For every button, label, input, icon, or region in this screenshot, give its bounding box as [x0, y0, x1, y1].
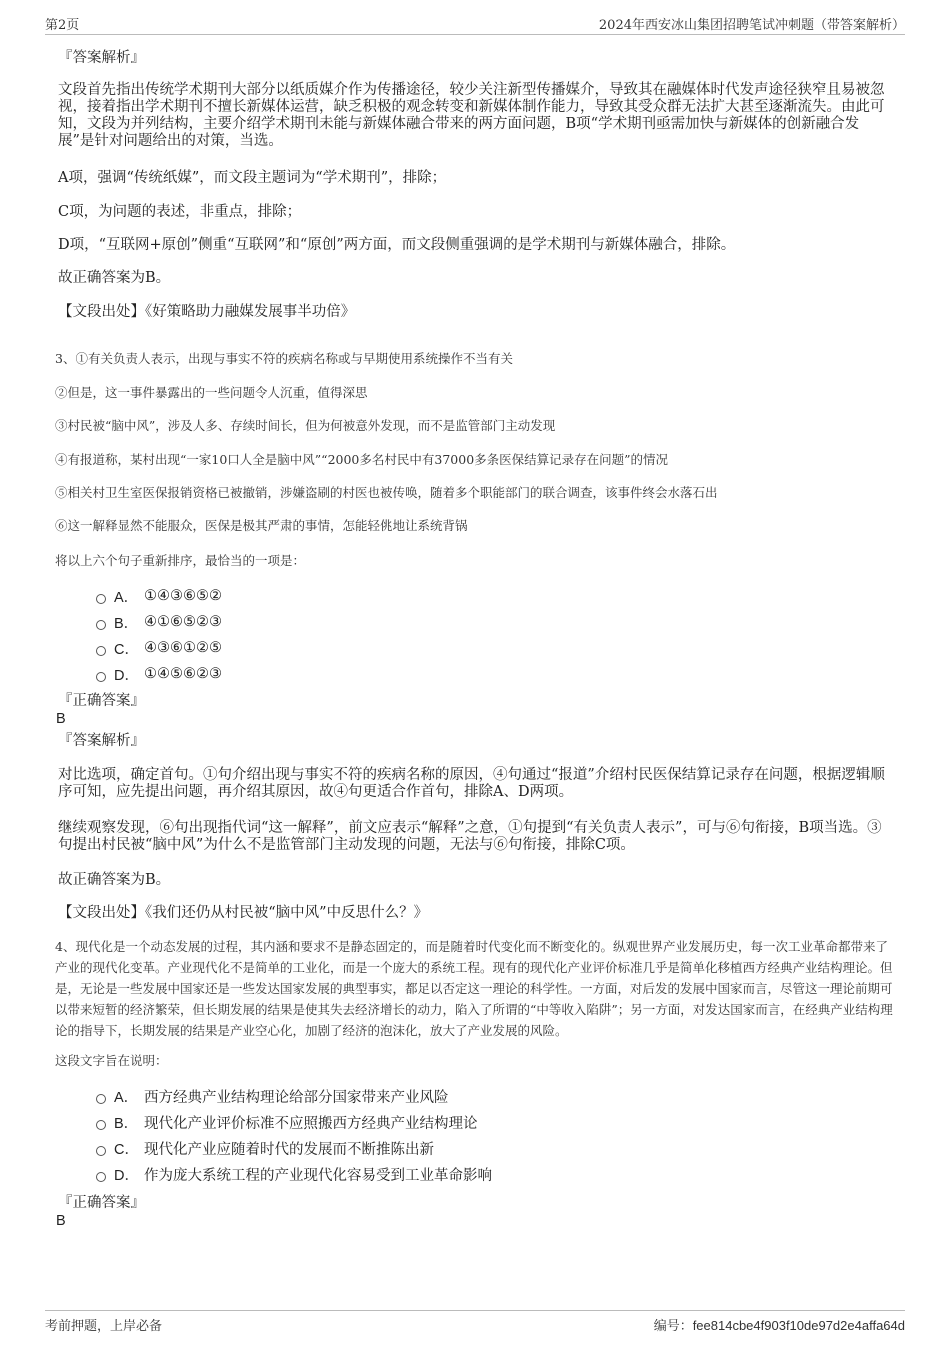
- q2-source: 【文段出处】《好策略助力融媒发展事半功倍》: [58, 304, 356, 320]
- radio-icon[interactable]: [96, 1120, 106, 1130]
- radio-icon[interactable]: [96, 646, 106, 656]
- q3-conclusion: 故正确答案为B。: [58, 872, 171, 888]
- q3-option-c[interactable]: C． ④③⑥①②⑤: [96, 635, 222, 661]
- q2-conclusion: 故正确答案为B。: [58, 270, 171, 286]
- page-footer: [45, 1310, 905, 1335]
- page-header: [45, 14, 905, 35]
- q4-option-a[interactable]: A． 西方经典产业结构理论给部分国家带来产业风险: [96, 1083, 492, 1109]
- q3-analysis-paragraph-2: 继续观察发现，⑥句出现指代词“这一解释”，前文应表示“解释”之意，①句提到“有关负责人表示”，可与⑥句衔接，B项当选。③句提出村民被“脑中风”为什么不是监管部门主动发现的问题，无法与⑥句衔接，排除C项。: [58, 820, 882, 853]
- q3-correct-answer: B: [56, 711, 66, 727]
- q3-prompt: 将以上六个句子重新排序，最恰当的一项是：: [55, 553, 306, 568]
- q3-sentence-3: ③村民被“脑中风”，涉及人多、存续时间长，但为何被意外发现，而不是监管部门主动发现: [55, 418, 556, 433]
- q2-analysis-a: A项，强调“传统纸媒”，而文段主题词为“学术期刊”，排除；: [58, 170, 447, 186]
- q3-options: [96, 583, 222, 687]
- q3-sentence-5: ⑤相关村卫生室医保报销资格已被撤销，涉嫌盗刷的村医也被传唤，随着多个职能部门的联合调查，该事件终会水落石出: [55, 485, 718, 500]
- q3-analysis-label: 『答案解析』: [58, 733, 145, 749]
- q2-analysis-d: D项，“互联网+原创”侧重“互联网”和“原创”两方面，而文段侧重强调的是学术期刊与新媒体融合，排除。: [58, 237, 736, 253]
- radio-icon[interactable]: [96, 620, 106, 630]
- q3-option-d[interactable]: D． ①④⑤⑥②③: [96, 661, 222, 687]
- q4-option-d[interactable]: D． 作为庞大系统工程的产业现代化容易受到工业革命影响: [96, 1161, 492, 1187]
- q3-option-b[interactable]: B． ④①⑥⑤②③: [96, 609, 222, 635]
- q3-sentence-4: ④有报道称，某村出现“一家10口人全是脑中风”“2000多名村民中有37000多条医保结算记录存在问题”的情况: [55, 452, 669, 467]
- document-code: 编号：fee814cbe4f903f10de97d2e4affa64d: [653, 1318, 905, 1333]
- page-number: 第2页: [45, 18, 80, 33]
- radio-icon[interactable]: [96, 1094, 106, 1104]
- q4-correct-answer: B: [56, 1213, 66, 1229]
- footer-slogan: 考前押题，上岸必备: [45, 1319, 163, 1334]
- q2-analysis-paragraph: 文段首先指出传统学术期刊大部分以纸质媒介作为传播途径，较少关注新型传播媒介，导致其在融媒体时代发声途径狭窄且易被忽视，接着指出学术期刊不擅长新媒体运营，缺乏积极的观念转变和新媒体制作能力，导致其受众群无法扩大甚至逐渐流失。由此可知，文段为并列结构，主要介绍学术期刊未能与新媒体融合带来的两方面问题，B项“学术期刊亟需加快与新媒体的创新融合发展”是针对问题给出的对策，当选。: [58, 82, 885, 149]
- q2-analysis-label: 『答案解析』: [58, 50, 145, 66]
- q4-prompt: 这段文字旨在说明：: [55, 1053, 168, 1068]
- q3-option-a[interactable]: A． ①④③⑥⑤②: [96, 583, 222, 609]
- radio-icon[interactable]: [96, 1172, 106, 1182]
- q3-source: 【文段出处】《我们还仍从村民被“脑中风”中反思什么？》: [58, 905, 429, 921]
- q3-correct-label: 『正确答案』: [58, 693, 145, 709]
- radio-icon[interactable]: [96, 672, 106, 682]
- document-title: 2024年西安冰山集团招聘笔试冲刺题（带答案解析）: [598, 18, 905, 33]
- q3-sentence-2: ②但是，这一事件暴露出的一些问题令人沉重，值得深思: [55, 385, 368, 400]
- q3-sentence-1: 3、①有关负责人表示，出现与事实不符的疾病名称或与早期使用系统操作不当有关: [55, 351, 513, 366]
- q4-stem: 4、现代化是一个动态发展的过程，其内涵和要求不是静态固定的，而是随着时代变化而不断变化的。纵观世界产业发展历史，每一次工业革命都带来了产业的现代化变革。产业现代化不是简单的工业化，而是一个庞大的系统工程。现有的现代化产业评价标准几乎是简单化移植西方经典产业结构理论。但是，无论是一些发展中国家还是一些发达国家发展的典型事实，都足以否定这一理论的科学性。一方面，对后发的发展中国家而言，尽管这一理论前期可以带来短暂的经济繁荣，但长期发展的结果是使其失去经济增长的动力，陷入了所谓的“中等收入陷阱”；另一方面，对发达国家而言，在经典产业结构理论的指导下，长期发展的结果是产业空心化，加剧了经济的泡沫化，放大了产业发展的风险。: [55, 939, 893, 1038]
- radio-icon[interactable]: [96, 1146, 106, 1156]
- q4-option-b[interactable]: B． 现代化产业评价标准不应照搬西方经典产业结构理论: [96, 1109, 492, 1135]
- q3-analysis-paragraph-1: 对比选项，确定首句。①句介绍出现与事实不符的疾病名称的原因，④句通过“报道”介绍村民医保结算记录存在问题，根据逻辑顺序可知，应先提出问题，再介绍其原因，故④句更适合作首句，排除A、D两项。: [58, 767, 885, 800]
- q3-sentence-6: ⑥这一解释显然不能服众，医保是极其严肃的事情，怎能轻佻地让系统背锅: [55, 518, 468, 533]
- q2-analysis-c: C项，为问题的表述，非重点，排除；: [58, 204, 302, 220]
- q4-correct-label: 『正确答案』: [58, 1195, 145, 1211]
- radio-icon[interactable]: [96, 594, 106, 604]
- q4-option-c[interactable]: C． 现代化产业应随着时代的发展而不断推陈出新: [96, 1135, 492, 1161]
- q4-options: [96, 1083, 492, 1187]
